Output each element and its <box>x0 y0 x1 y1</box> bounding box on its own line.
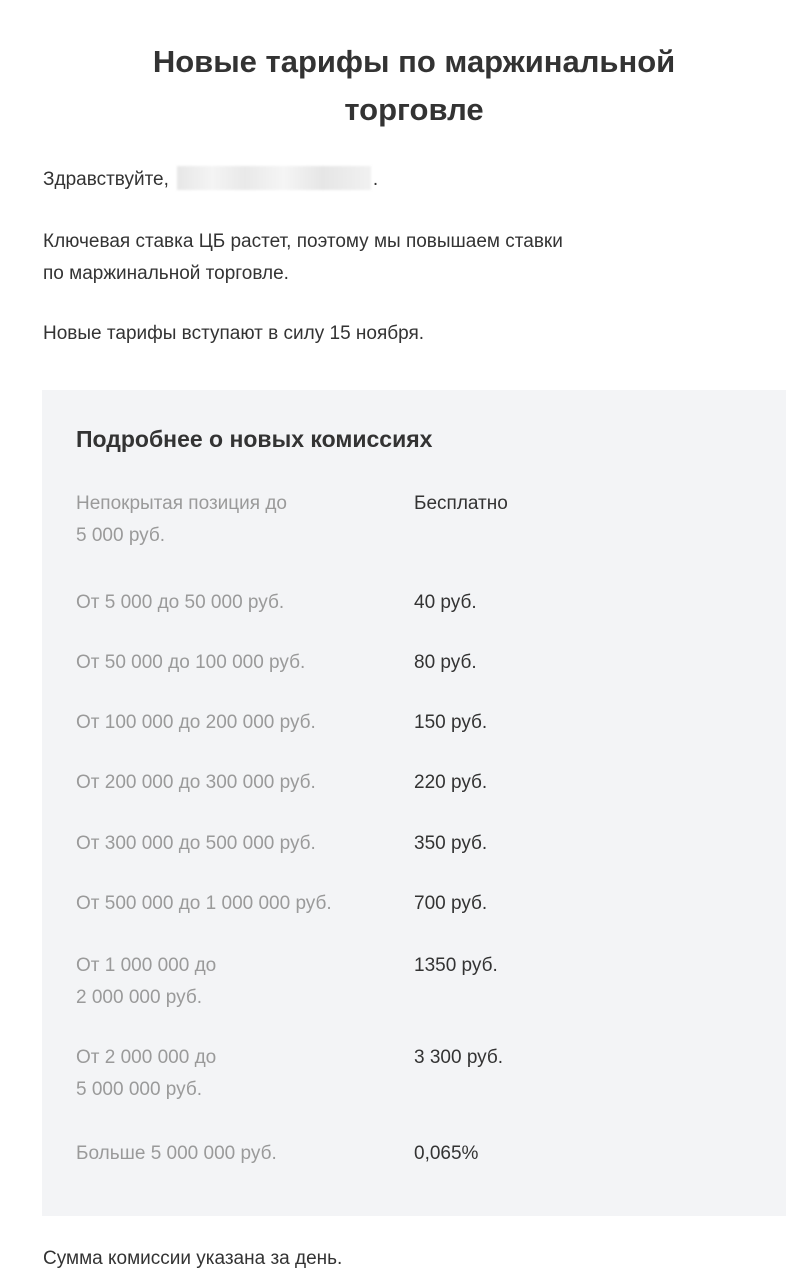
fee-range: От 5 000 до 50 000 руб. <box>76 592 285 613</box>
fee-amount: 700 руб. <box>414 893 488 914</box>
fee-amount: 40 руб. <box>414 592 477 613</box>
greeting <box>43 164 378 196</box>
intro-paragraph <box>43 226 703 290</box>
greeting-suffix: . <box>372 169 379 190</box>
page-title-line-1: Новые тарифы по маржинальной <box>152 44 676 79</box>
fee-amount: 0,065% <box>414 1143 479 1164</box>
greeting-prefix: Здравствуйте, <box>43 169 169 190</box>
fee-range-line-1: От 1 000 000 до <box>76 955 217 976</box>
fees-panel <box>42 390 786 1216</box>
fee-range: От 100 000 до 200 000 руб. <box>76 712 316 733</box>
fees-heading: Подробнее о новых комиссиях <box>76 426 433 452</box>
intro-line-1: Ключевая ставка ЦБ растет, поэтому мы повышаем ставки <box>43 231 563 252</box>
fee-range-line-2: 5 000 руб. <box>76 525 166 546</box>
fee-range <box>76 950 396 1014</box>
fee-range-line-2: 2 000 000 руб. <box>76 987 203 1008</box>
effective-date-text: Новые тарифы вступают в силу 15 ноября. <box>43 323 425 344</box>
fee-range-line-1: От 2 000 000 до <box>76 1047 217 1068</box>
fee-amount: 150 руб. <box>414 712 488 733</box>
fee-amount: 350 руб. <box>414 833 488 854</box>
fee-range: От 300 000 до 500 000 руб. <box>76 833 316 854</box>
fee-range-line-2: 5 000 000 руб. <box>76 1079 203 1100</box>
page-title-line-2: торговле <box>344 92 484 127</box>
fee-amount: 80 руб. <box>414 652 477 673</box>
fee-range <box>76 488 396 552</box>
fee-range: Больше 5 000 000 руб. <box>76 1143 277 1164</box>
fee-amount: 1350 руб. <box>414 955 498 976</box>
intro-line-2: по маржинальной торговле. <box>43 263 289 284</box>
fee-amount: Бесплатно <box>414 493 508 514</box>
fee-range-line-1: Непокрытая позиция до <box>76 493 287 514</box>
redacted-name-blur <box>177 166 371 190</box>
fee-range: От 200 000 до 300 000 руб. <box>76 772 316 793</box>
fee-range <box>76 1042 396 1106</box>
fee-range: От 50 000 до 100 000 руб. <box>76 652 306 673</box>
fee-amount: 220 руб. <box>414 772 488 793</box>
footer-note: Сумма комиссии указана за день. <box>43 1248 343 1269</box>
fee-amount: 3 300 руб. <box>414 1047 504 1068</box>
fee-range: От 500 000 до 1 000 000 руб. <box>76 893 332 914</box>
page-title <box>40 38 788 134</box>
